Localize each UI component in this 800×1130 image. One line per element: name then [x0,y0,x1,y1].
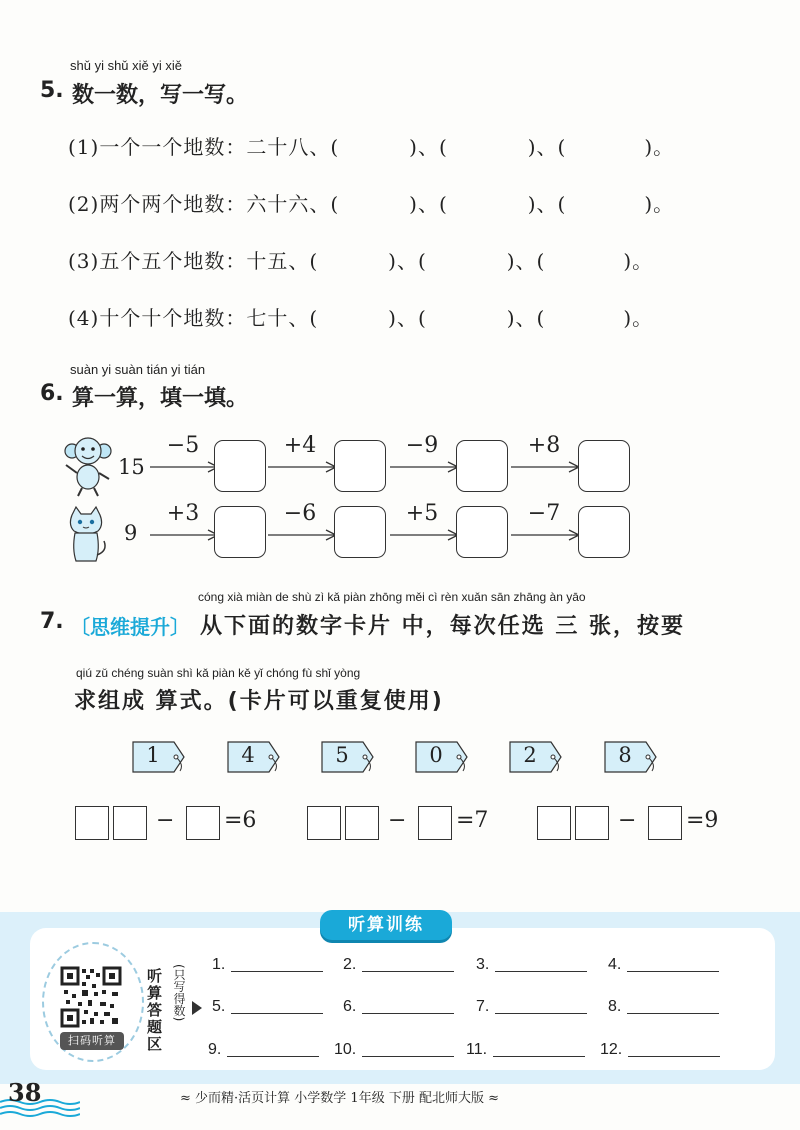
q6-row2-op2: −6 [283,501,317,526]
q6-row2-answer-box-3[interactable] [456,506,508,558]
footer-text: ≈ 少而精·活页计算 小学数学 1年级 下册 配北师大版 ≈ [180,1091,499,1106]
q6-number: 6. [40,381,64,406]
answer-item-3[interactable]: 3. [476,956,587,974]
monkey-icon [62,435,114,497]
q5-line-3-text: (3)五个五个地数：十五、( [68,249,319,273]
q6-row2-start: 9 [124,521,138,545]
number-card-4[interactable]: 0 [415,741,469,773]
listening-title: 听算训练 [348,915,424,935]
q7-line-2: 求组成 算式。(卡片可以重复使用) [74,689,444,714]
answer-item-1[interactable]: 1. [212,956,323,974]
q5-line-4: (4)十个十个地数：七十、( )、( )、( )。 [68,306,654,330]
answer-item-4[interactable]: 4. [608,956,719,974]
answer-area-note: (只写得数) [172,964,186,1022]
eq3-tens-box[interactable] [537,806,571,840]
eq3-minus: − [618,808,637,833]
cat-icon [64,505,108,565]
q5-title: 数一数，写一写。 [72,83,249,108]
q6-row2-op4: −7 [527,501,561,526]
q5-line-1: (1)一个一个地数：二十八、( )、( )、( )。 [68,135,675,159]
eq1-tens-box[interactable] [75,806,109,840]
arrow-icon [268,461,338,473]
q5-pinyin: shǔ yi shǔ xiě yi xiě [70,58,182,73]
eq1-result: =6 [224,808,257,833]
answer-item-11[interactable]: 11. [466,1041,585,1059]
answer-item-8[interactable]: 8. [608,998,719,1016]
eq1-ones-box[interactable] [113,806,147,840]
q6-row2-answer-box-1[interactable] [214,506,266,558]
q6-row1-op2: +4 [283,433,317,458]
arrow-icon [150,529,220,541]
eq2-result: =7 [456,808,489,833]
q6-title: 算一算，填一填。 [72,386,249,411]
answer-item-2[interactable]: 2. [343,956,454,974]
q5-line-4-text: (4)十个十个地数：七十、( [68,306,319,330]
number-card-1[interactable]: 1 [132,741,186,773]
q7-pinyin-1: cóng xià miàn de shù zì kǎ piàn zhōng měi cì rèn xuǎn sān zhāng àn yāo [198,590,586,604]
q6-row1-start: 15 [118,455,145,479]
qr-label: 扫码听算 [60,1032,124,1050]
arrow-icon [390,461,460,473]
arrow-icon [511,529,581,541]
eq2-tens-box[interactable] [307,806,341,840]
listening-title-badge [320,910,452,940]
q6-row1-answer-box-3[interactable] [456,440,508,492]
q5-line-3: (3)五个五个地数：十五、( )、( )、( )。 [68,249,654,273]
answer-item-10[interactable]: 10. [334,1041,454,1059]
q5-line-2-text: (2)两个两个地数：六十六、( [68,192,340,216]
q6-row1-answer-box-1[interactable] [214,440,266,492]
answer-item-5[interactable]: 5. [212,998,323,1016]
q6-row2-op3: +5 [405,501,439,526]
eq3-ones-box[interactable] [575,806,609,840]
number-card-3[interactable]: 5 [321,741,375,773]
q6-row2-answer-box-4[interactable] [578,506,630,558]
arrow-icon [150,461,220,473]
q7-line-1: 从下面的数字卡片 中，每次任选 三 张，按要 [200,614,685,639]
q6-row2-op1: +3 [166,501,200,526]
eq1-subtrahend-box[interactable] [186,806,220,840]
q6-row1-op3: −9 [405,433,439,458]
q6-row1-op1: −5 [166,433,200,458]
q6-pinyin: suàn yi suàn tián yi tián [70,362,206,377]
q5-number: 5. [40,78,64,103]
eq2-subtrahend-box[interactable] [418,806,452,840]
eq3-subtrahend-box[interactable] [648,806,682,840]
eq2-ones-box[interactable] [345,806,379,840]
q7-pinyin-2: qiú zǔ chéng suàn shì kǎ piàn kě yǐ chóng fù shǐ yòng [76,666,361,680]
q5-line-1-text: (1)一个一个地数：二十八、( [68,135,340,159]
q6-row1-answer-box-2[interactable] [334,440,386,492]
page-number: 38 [8,1078,42,1107]
triangle-right-icon [191,1000,203,1016]
answer-item-7[interactable]: 7. [476,998,587,1016]
eq2-minus: − [388,808,407,833]
q6-row1-op4: +8 [527,433,561,458]
qr-code-icon[interactable] [60,966,122,1028]
q6-row1-answer-box-4[interactable] [578,440,630,492]
arrow-icon [268,529,338,541]
number-card-6[interactable]: 8 [604,741,658,773]
arrow-icon [511,461,581,473]
q7-number: 7. [40,609,64,634]
answer-item-9[interactable]: 9. [208,1041,319,1059]
eq3-result: =9 [686,808,719,833]
arrow-icon [390,529,460,541]
answer-item-6[interactable]: 6. [343,998,454,1016]
answer-area-label: 听算答题区 [147,967,163,1053]
q6-row2-answer-box-2[interactable] [334,506,386,558]
q5-line-2: (2)两个两个地数：六十六、( )、( )、( )。 [68,192,675,216]
eq1-minus: − [156,808,175,833]
number-card-2[interactable]: 4 [227,741,281,773]
q7-tag: 〔思维提升〕 [70,615,190,639]
answer-item-12[interactable]: 12. [600,1041,720,1059]
number-card-5[interactable]: 2 [509,741,563,773]
